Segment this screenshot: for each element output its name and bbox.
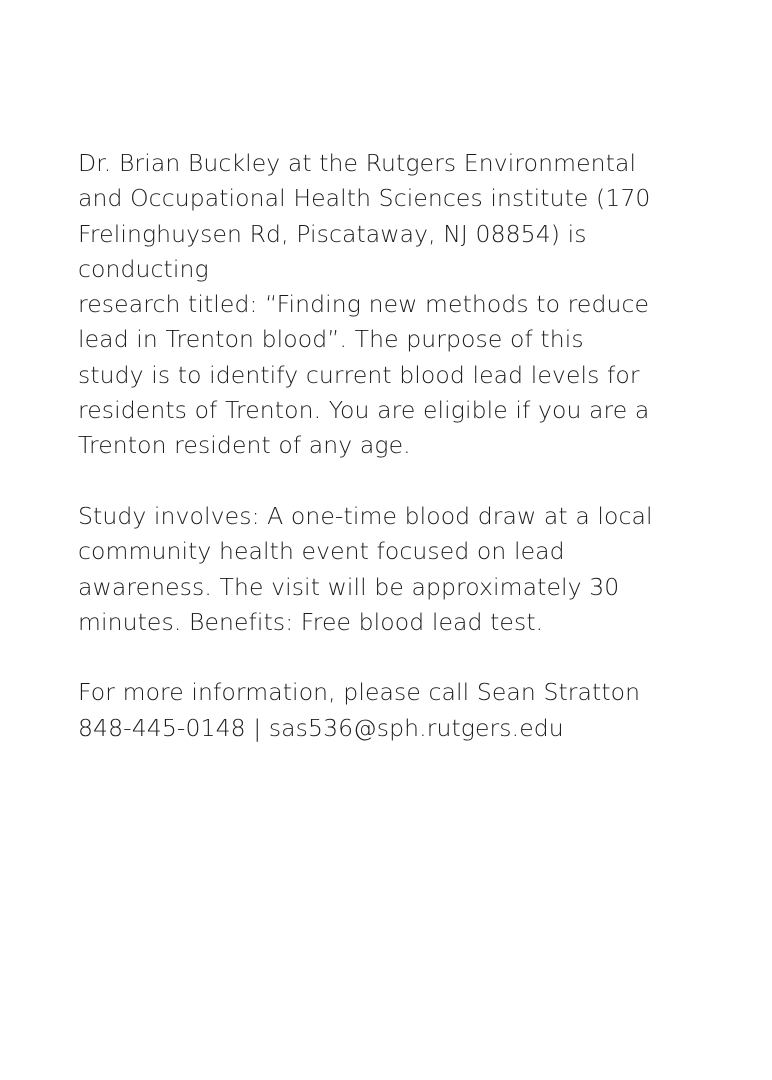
intro-line: lead in Trenton blood”. The purpose of this [78,325,584,354]
study-line: community health event focused on lead [78,537,565,566]
contact-paragraph [78,675,718,746]
study-line: awareness. The visit will be approximately 30 [78,572,620,601]
study-details-paragraph [78,499,718,640]
intro-paragraph [78,146,718,464]
contact-line: For more information, please call Sean Stratton [78,678,641,707]
intro-line: research titled: “Finding new methods to reduce [78,290,650,319]
intro-line: conducting [78,254,209,283]
intro-line: Trenton resident of any age. [78,431,411,460]
intro-line: Frelinghuysen Rd, Piscataway, NJ 08854) is [78,219,587,248]
intro-line: residents of Trenton. You are eligible if you are a [78,396,650,425]
flyer-text [78,146,718,781]
study-line: Study involves: A one-time blood draw at a local [78,501,653,530]
contact-line: 848-445-0148 | sas536@sph.rutgers.edu [78,713,564,742]
intro-line: Dr. Brian Buckley at the Rutgers Environmental [78,149,637,177]
intro-line: and Occupational Health Sciences institute (170 [78,184,651,213]
intro-line: study is to identify current blood lead levels for [78,360,640,389]
study-line: minutes. Benefits: Free blood lead test. [78,607,544,636]
